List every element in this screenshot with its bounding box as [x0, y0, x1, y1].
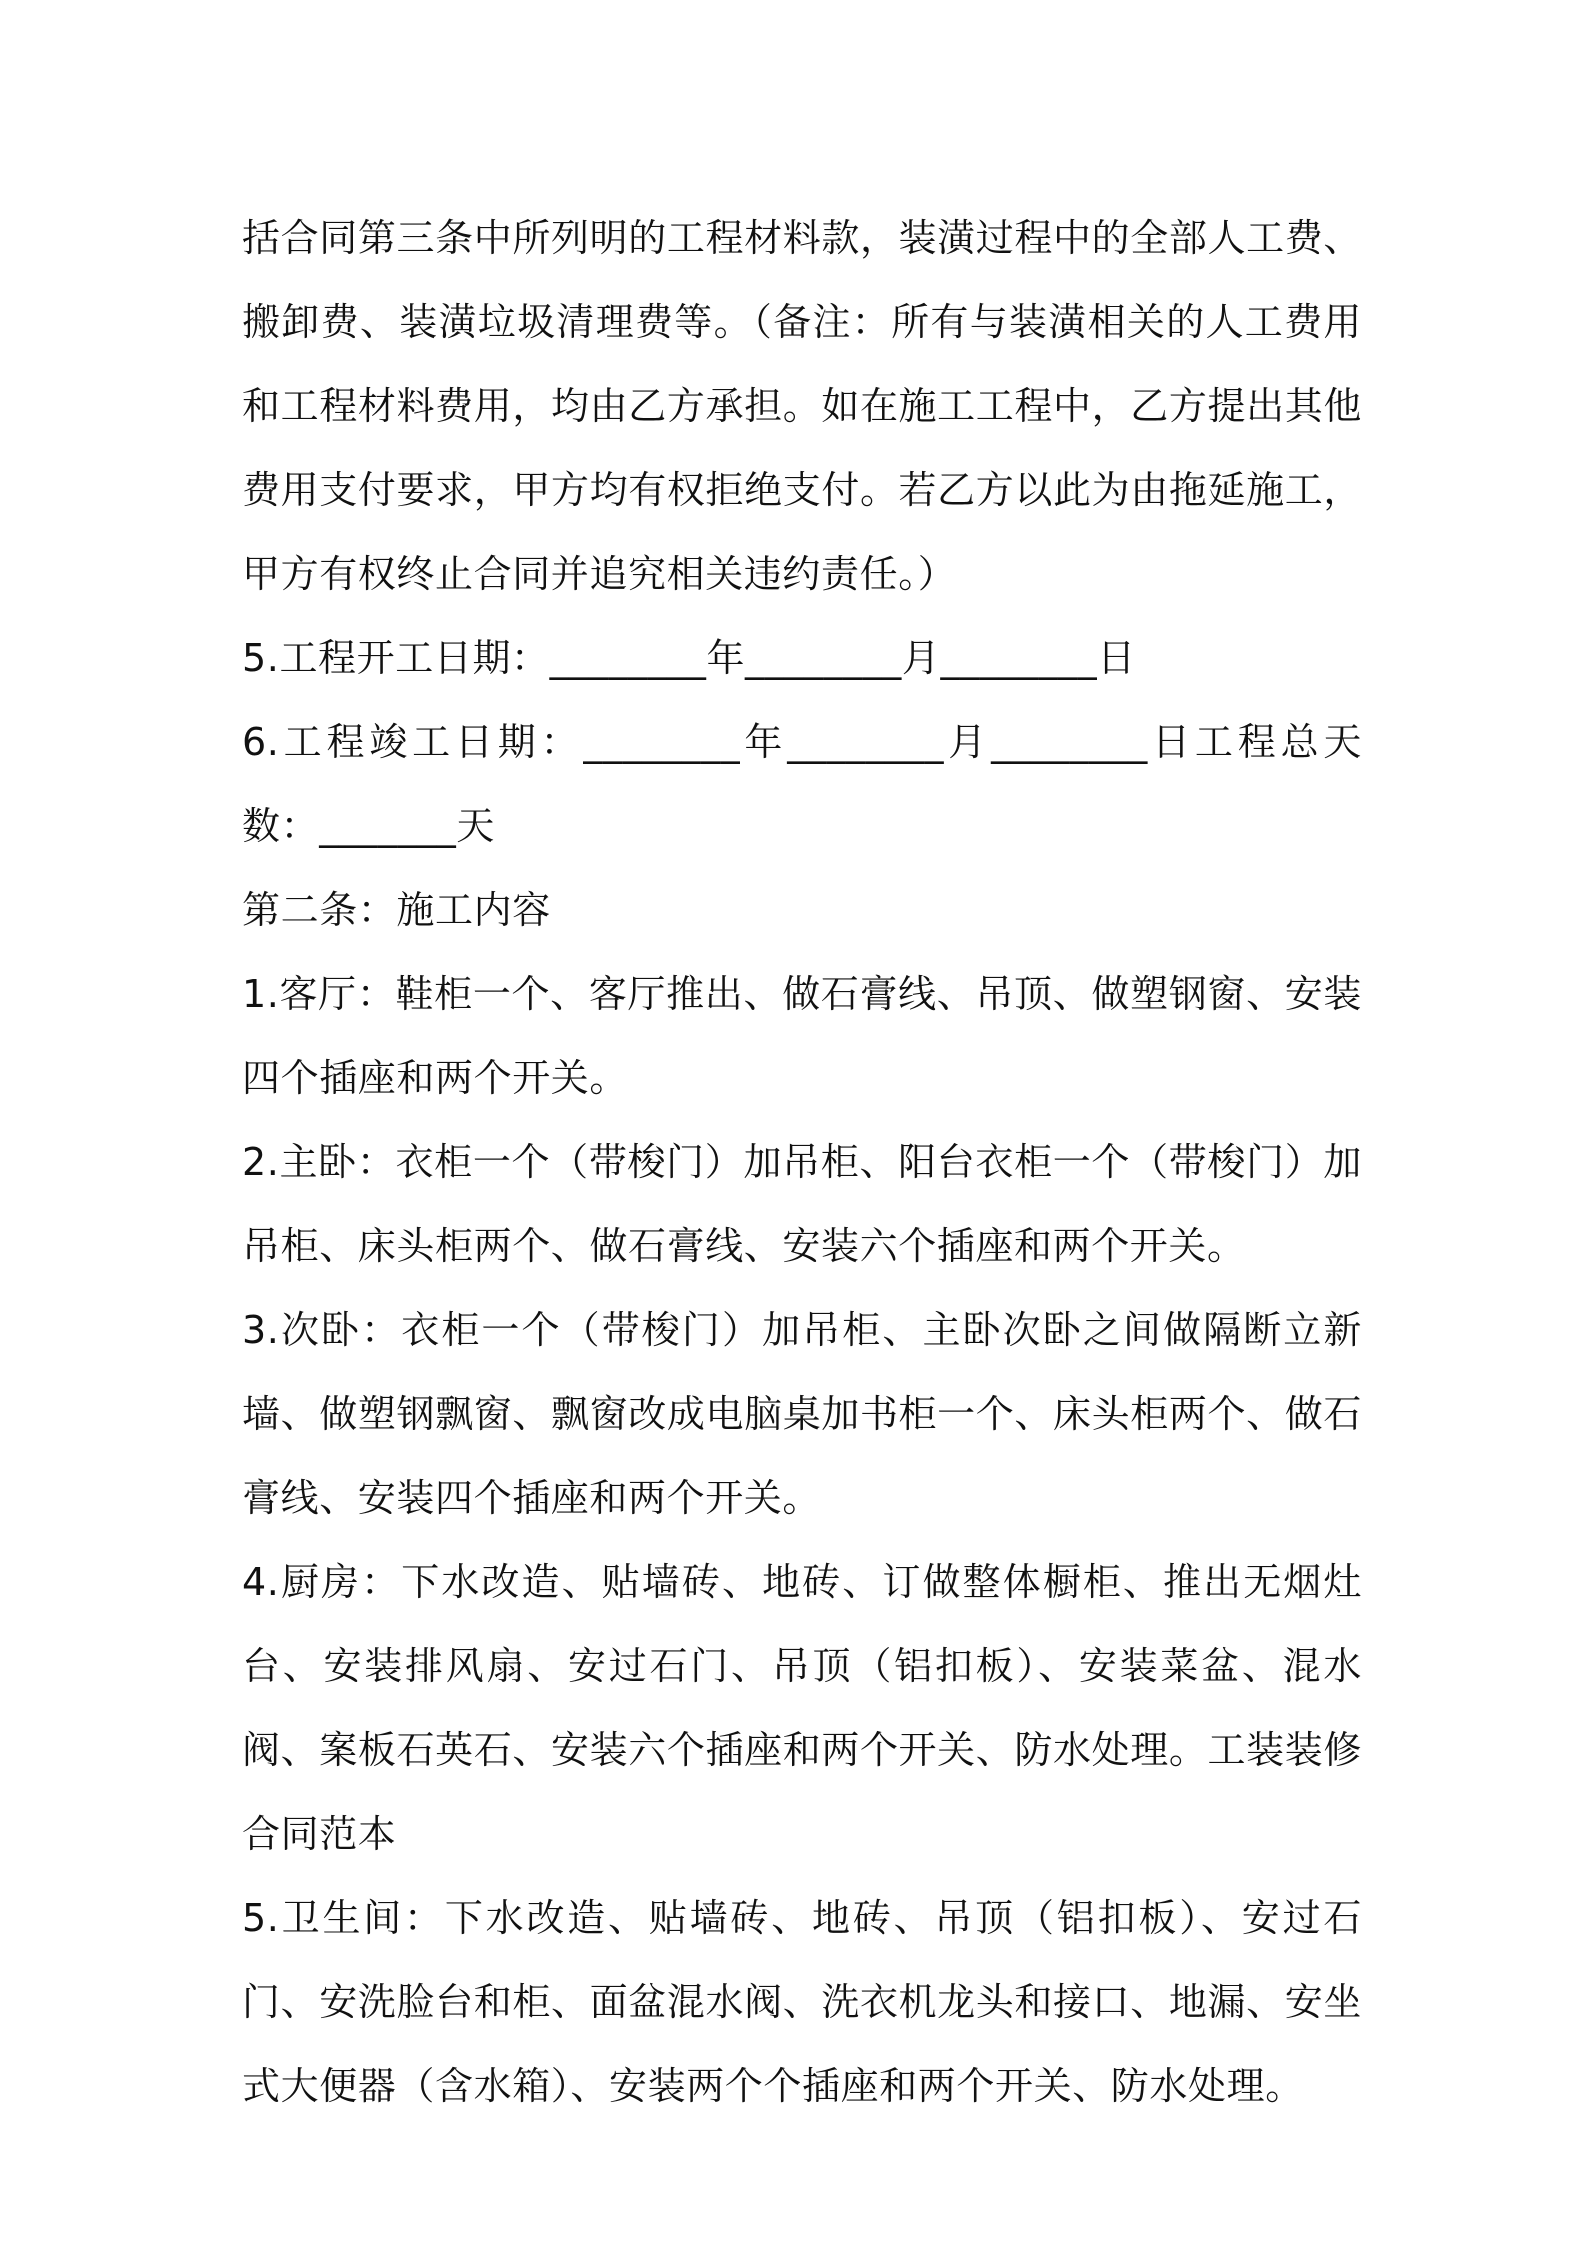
paragraph-fee-terms: 括合同第三条中所列明的工程材料款，装潢过程中的全部人工费、搬卸费、装潢垃圾清理费等。（备注：所有与装潢相关的人工费用和工程材料费用，均由乙方承担。如在施工工程中，乙方提出其他费用支付要求，甲方均有权拒绝支付。若乙方以此为由拖延施工，甲方有权终止合同并追究相关违约责任。） — [242, 216, 1362, 596]
document-body — [242, 196, 1362, 2128]
section-heading-construction-content: 第二条：施工内容 — [242, 888, 551, 932]
paragraph-start-date: 5.工程开工日期：________年________月________日 — [242, 636, 1136, 680]
paragraph-kitchen: 4.厨房：下水改造、贴墙砖、地砖、订做整体橱柜、推出无烟灶台、安装排风扇、安过石门、吊顶（铝扣板）、安装菜盆、混水阀、案板石英石、安装六个插座和两个开关、防水处理。工装装修合同范本 — [242, 1560, 1362, 1856]
paragraph-second-bedroom: 3.次卧：衣柜一个（带梭门）加吊柜、主卧次卧之间做隔断立新墙、做塑钢飘窗、飘窗改成电脑桌加书柜一个、床头柜两个、做石膏线、安装四个插座和两个开关。 — [242, 1308, 1362, 1520]
paragraph-bathroom: 5.卫生间：下水改造、贴墙砖、地砖、吊顶（铝扣板）、安过石门、安洗脸台和柜、面盆混水阀、洗衣机龙头和接口、地漏、安坐式大便器（含水箱）、安装两个个插座和两个开关、防水处理。 — [242, 1896, 1362, 2108]
paragraph-master-bedroom: 2.主卧：衣柜一个（带梭门）加吊柜、阳台衣柜一个（带梭门）加吊柜、床头柜两个、做石膏线、安装六个插座和两个开关。 — [242, 1140, 1362, 1268]
paragraph-living-room: 1.客厅：鞋柜一个、客厅推出、做石膏线、吊顶、做塑钢窗、安装四个插座和两个开关。 — [242, 972, 1362, 1100]
paragraph-completion-date: 6.工程竣工日期：________年________月________日工程总天数：_______天 — [242, 720, 1362, 848]
